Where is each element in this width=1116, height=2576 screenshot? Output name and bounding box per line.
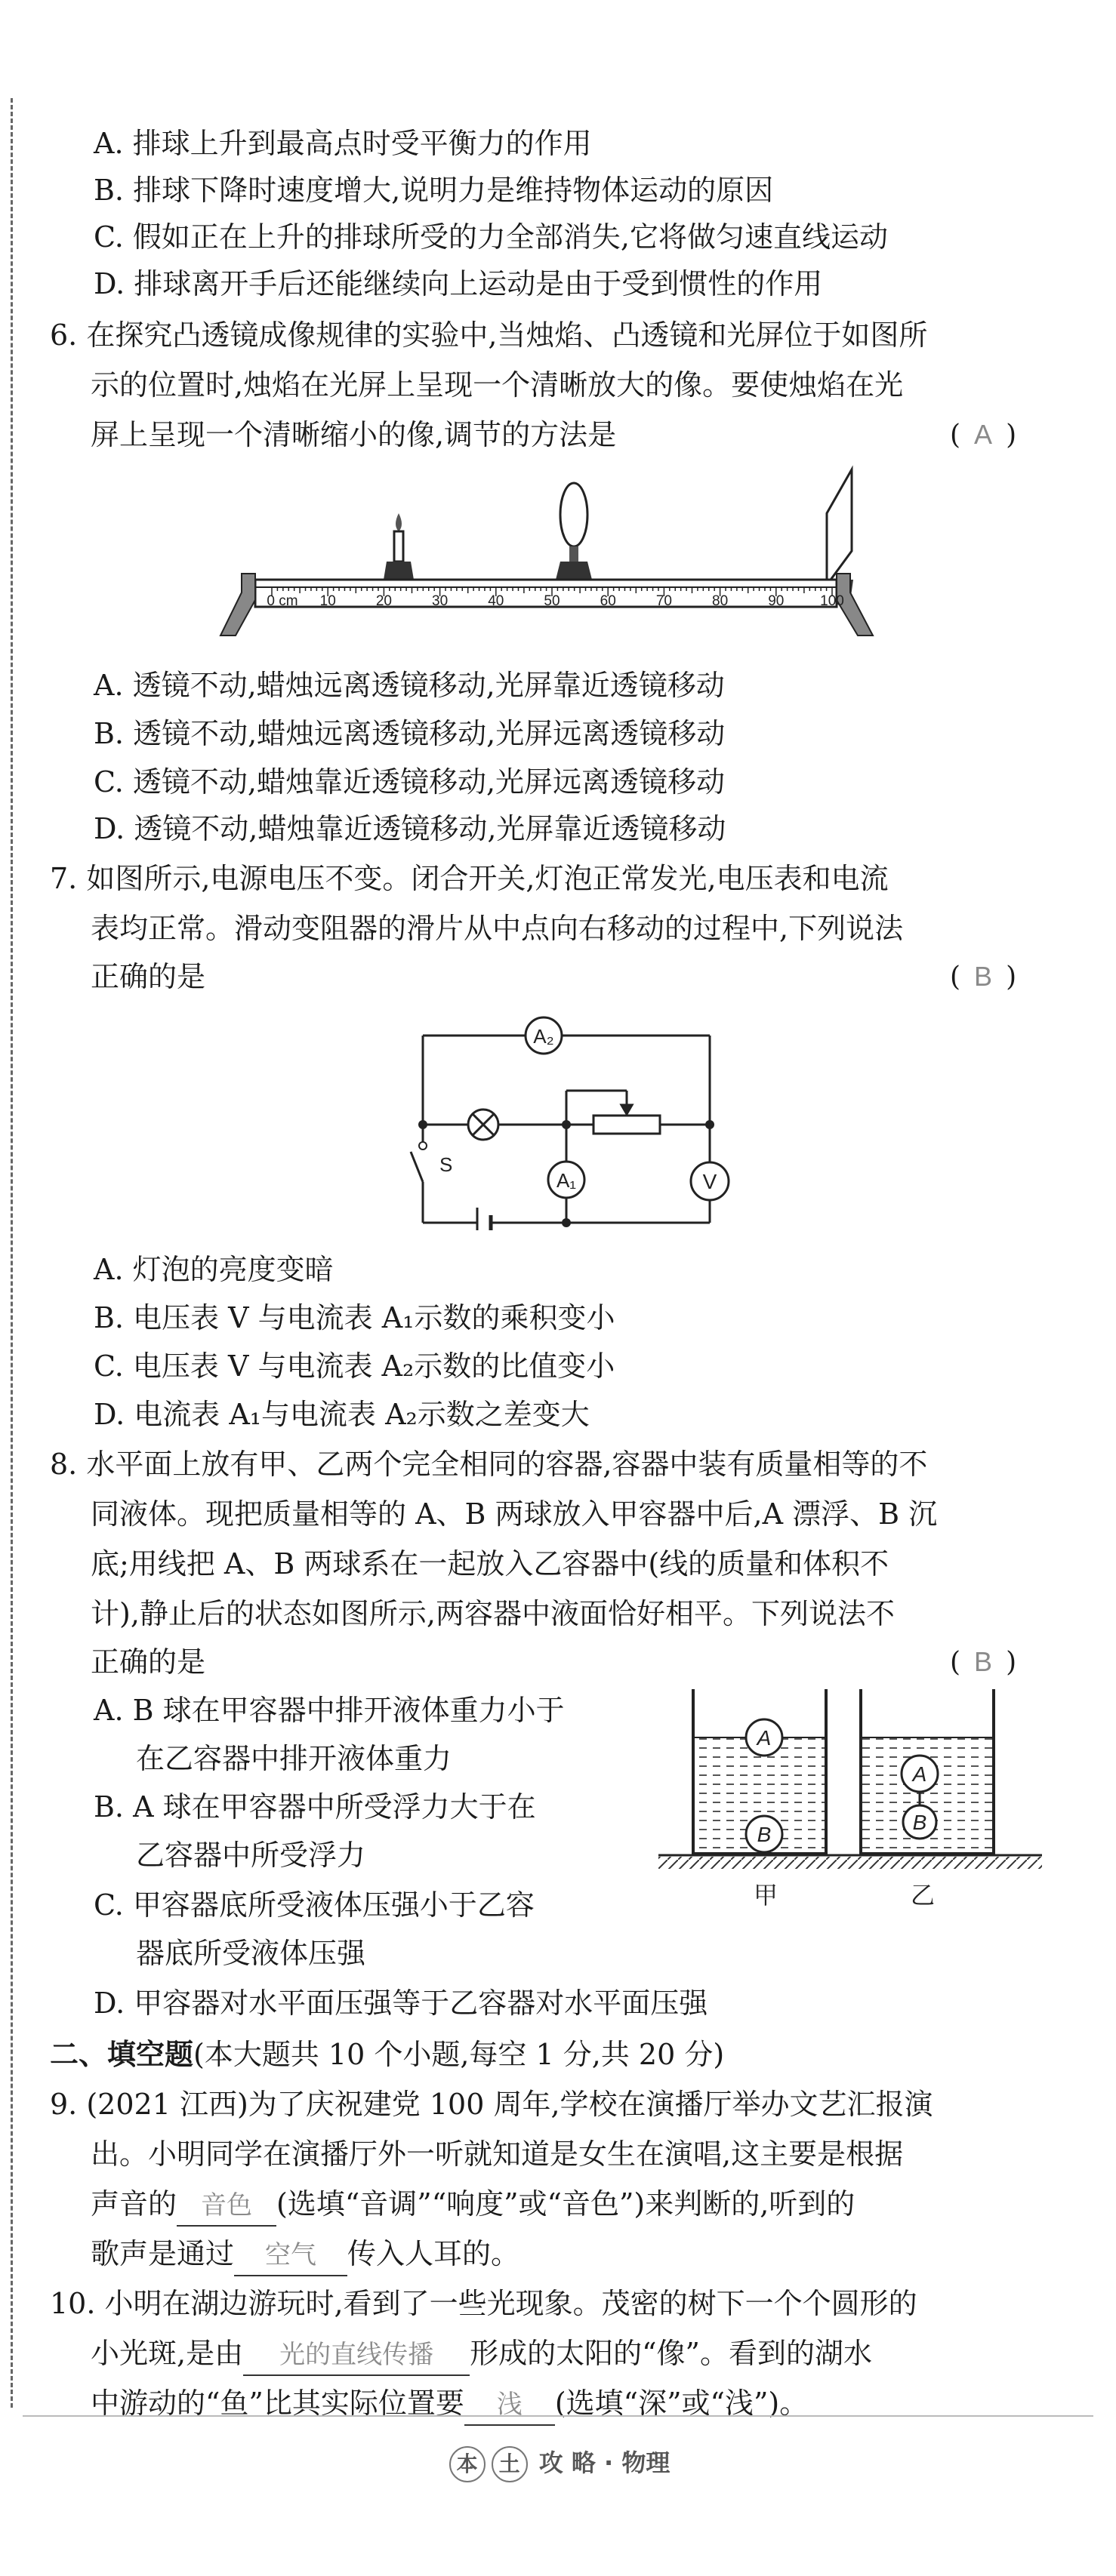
q10-line-3 — [91, 2381, 808, 2426]
q6-option-b: B. 透镜不动,蜡烛远离透镜移动,光屏远离透镜移动 — [94, 717, 726, 750]
q7-text-line-2: 表均正常。滑动变阻器的滑片从中点向右移动的过程中,下列说法 — [91, 912, 904, 945]
container-yi-label: 乙 — [910, 1881, 936, 1910]
q8-text-line-5: 正确的是 — [91, 1645, 206, 1679]
section-2-desc: (本大题共 10 个小题,每空 1 分,共 20 分) — [193, 2038, 725, 2071]
q8-answer: ( B ) — [950, 1646, 1017, 1678]
q10-line-3-pre: 中游动的“鱼”比其实际位置要 — [91, 2387, 464, 2420]
ruler-label: 10 — [319, 593, 336, 609]
ruler-label: 40 — [488, 593, 504, 609]
lamp — [468, 1109, 498, 1140]
q6-option-c: C. 透镜不动,蜡烛靠近透镜移动,光屏远离透镜移动 — [94, 765, 726, 799]
section-2-heading — [50, 2032, 724, 2077]
q8-text-line-1: 8. 水平面上放有甲、乙两个完全相同的容器,容器中装有质量相等的不 — [50, 1448, 928, 1481]
q6-option-a: A. 透镜不动,蜡烛远离透镜移动,光屏靠近透镜移动 — [94, 669, 725, 702]
q9-blank-medium[interactable]: 空气 — [234, 2236, 347, 2276]
q8-option-b-line-2: 乙容器中所受浮力 — [136, 1839, 366, 1872]
q7-option-b: B. 电压表 V 与电流表 A₁示数的乘积变小 — [94, 1301, 615, 1334]
q9-line-4-pre: 歌声是通过 — [91, 2237, 235, 2270]
footer-text: 攻 略 · 物理 — [538, 2448, 671, 2477]
q8-option-b-line-1: B. A 球在甲容器中所受浮力大于在 — [94, 1790, 536, 1824]
q8-option-a-line-1: A. B 球在甲容器中排开液体重力小于 — [94, 1694, 565, 1727]
q10-line-3-post: (选填“深”或“浅”)。 — [554, 2387, 809, 2420]
jia-ball-b-label: B — [757, 1823, 772, 1846]
q10-blank-depth[interactable]: 浅 — [464, 2385, 555, 2426]
q8-containers-figure — [657, 1680, 1050, 1922]
yi-ball-a-label: A — [912, 1762, 927, 1786]
q10-line-1: 10. 小明在湖边游玩时,看到了一些光现象。茂密的树下一个个圆形的 — [50, 2287, 917, 2320]
q7-circuit-diagram — [393, 1004, 770, 1230]
ruler-label: 30 — [432, 593, 449, 609]
q5-option-a: A. 排球上升到最高点时受平衡力的作用 — [94, 127, 592, 160]
q6-optical-bench-figure — [219, 460, 914, 657]
section-2-title: 二、填空题 — [50, 2037, 194, 2071]
q6-text-line-3: 屏上呈现一个清晰缩小的像,调节的方法是 — [91, 418, 617, 451]
q9-line-4 — [91, 2231, 519, 2276]
q10-line-2-post: 形成的太阳的“像”。看到的湖水 — [470, 2337, 872, 2370]
q10-line-2-pre: 小光斑,是由 — [91, 2337, 244, 2370]
ammeter-a2-label: A₂ — [533, 1025, 554, 1048]
q9-line-1: 9. (2021 江西)为了庆祝建党 100 周年,学校在演播厅举办文艺汇报演 — [50, 2088, 933, 2121]
q10-line-2 — [91, 2331, 872, 2376]
q9-blank-timbre[interactable]: 音色 — [177, 2186, 276, 2227]
margin-dashed-line — [11, 98, 13, 2408]
q5-option-b: B. 排球下降时速度增大,说明力是维持物体运动的原因 — [94, 174, 774, 207]
q8-text-line-3: 底;用线把 A、B 两球系在一起放入乙容器中(线的质量和体积不 — [91, 1547, 889, 1580]
q7-text-line-1: 7. 如图所示,电源电压不变。闭合开关,灯泡正常发光,电压表和电流 — [50, 862, 889, 895]
q9-line-3 — [91, 2181, 855, 2227]
footer-badge-2: 土 — [492, 2446, 528, 2482]
container-jia-label: 甲 — [753, 1881, 778, 1910]
q7-text-line-3: 正确的是 — [91, 960, 206, 993]
q7-option-a: A. 灯泡的亮度变暗 — [94, 1253, 334, 1286]
switch-blade — [411, 1152, 423, 1182]
q9-line-3-post: (选填“音调”“响度”或“音色”)来判断的,听到的 — [276, 2187, 855, 2221]
ruler-label: 20 — [375, 593, 392, 609]
ruler-label: 50 — [544, 593, 560, 609]
convex-lens — [560, 483, 587, 546]
q6-option-d: D. 透镜不动,蜡烛靠近透镜移动,光屏靠近透镜移动 — [94, 812, 726, 845]
q6-answer: ( A ) — [950, 419, 1017, 451]
ruler-label: 70 — [655, 593, 672, 609]
yi-ball-b-label: B — [912, 1811, 927, 1834]
q8-option-a-line-2: 在乙容器中排开液体重力 — [136, 1742, 452, 1775]
q5-option-d: D. 排球离开手后还能继续向上运动是由于受到惯性的作用 — [94, 267, 823, 300]
q6-answer-value: A — [974, 419, 993, 450]
jia-ball-a-label: A — [757, 1726, 772, 1750]
ruler-label: 60 — [600, 593, 616, 609]
footer-badge-1: 本 — [449, 2446, 486, 2482]
q6-text-line-1: 6. 在探究凸透镜成像规律的实验中,当烛焰、凸透镜和光屏位于如图所 — [50, 319, 928, 352]
voltmeter-v-label: V — [702, 1170, 717, 1193]
candle — [394, 531, 403, 562]
q8-answer-value: B — [974, 1646, 993, 1677]
q9-line-4-post: 传入人耳的。 — [347, 2237, 520, 2270]
q8-text-line-2: 同液体。现把质量相等的 A、B 两球放入甲容器中后,A 漂浮、B 沉 — [91, 1497, 938, 1531]
q6-text-line-2: 示的位置时,烛焰在光屏上呈现一个清晰放大的像。要使烛焰在光 — [91, 368, 904, 402]
q9-line-2: 出。小明同学在演播厅外一听就知道是女生在演唱,这主要是根据 — [91, 2137, 904, 2171]
q7-option-d: D. 电流表 A₁与电流表 A₂示数之差变大 — [94, 1398, 590, 1431]
rail-left-stand — [220, 574, 255, 636]
ruler-label: 0 cm — [267, 593, 298, 609]
candle-flame — [396, 513, 402, 531]
q8-option-c-line-1: C. 甲容器底所受液体压强小于乙容 — [94, 1888, 535, 1922]
q8-option-c-line-2: 器底所受液体压强 — [136, 1937, 366, 1970]
footer — [0, 2444, 1116, 2482]
ruler-label: 90 — [768, 593, 785, 609]
q8-option-d: D. 甲容器对水平面压强等于乙容器对水平面压强 — [94, 1987, 708, 2020]
q5-option-c: C. 假如正在上升的排球所受的力全部消失,它将做匀速直线运动 — [94, 220, 888, 254]
footer-rule — [23, 2415, 1093, 2417]
q10-blank-light-propagation[interactable]: 光的直线传播 — [243, 2335, 470, 2376]
q7-answer: ( B ) — [950, 961, 1017, 993]
switch-label: S — [439, 1153, 453, 1176]
rheostat — [593, 1116, 660, 1134]
q7-answer-value: B — [974, 961, 993, 992]
q7-option-c: C. 电压表 V 与电流表 A₂示数的比值变小 — [94, 1350, 615, 1383]
ruler-label: 100 — [820, 593, 844, 609]
light-screen — [827, 469, 852, 585]
q8-text-line-4: 计),静止后的状态如图所示,两容器中液面恰好相平。下列说法不 — [91, 1597, 895, 1630]
ruler-label: 80 — [712, 593, 729, 609]
q9-line-3-pre: 声音的 — [91, 2187, 177, 2221]
ammeter-a1-label: A₁ — [556, 1169, 577, 1192]
